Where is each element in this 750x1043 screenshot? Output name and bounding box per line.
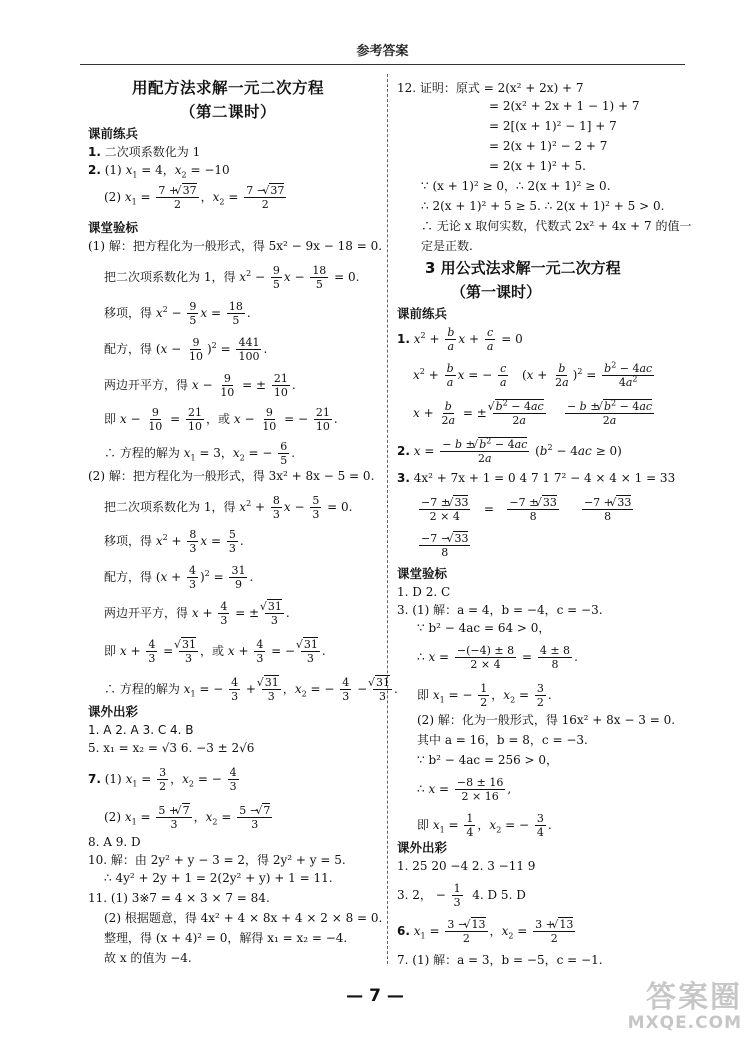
- p2-solution: ∴ 方程的解为 $x_1$ = − $\frac{4}{3}$ + √ $\frac{31}{3}$ ，$x_2$ = − $\frac{4}{3}$ − √ $\frac{31}{3}$ .: [104, 676, 398, 703]
- answer-1: 1. 二次项系数化为 1: [88, 145, 201, 159]
- heading-pre-practice-2: 课前练兵: [397, 306, 448, 321]
- extra-answer-6: 6. $x_1$ = $\frac{3 - √ 13}{2}$ ，$x_2$ = $\frac{3 + √ 13}{2}$: [397, 918, 577, 945]
- answer-12-line9: 定是正数.: [421, 239, 473, 253]
- answer-12-line3: = 2[(x + 1)² − 1] + 7: [489, 119, 617, 133]
- p2-intro: (2) 解：把方程化为一般形式，得 3x² + 8x − 5 = 0.: [88, 469, 375, 483]
- p2-normalize: 把二次项系数化为 1，得 $x^2$ + $\frac{8}{3}$ x − $\frac{5}{3}$ = 0.: [104, 494, 353, 521]
- answer-7-2: (2) $x_1$ = $\frac{5 + √ 7}{3}$ ，$x_2$ = $\frac{5 - √ 7}{3}$: [104, 804, 274, 831]
- extra-answers-3-5: 3. 2， − $\frac{1}{3}$ 4. D 5. D: [397, 882, 526, 909]
- watermark-logo: [622, 980, 742, 1037]
- answer-7-1: 7. (1) $x_1$ = $\frac{3}{2}$ ，$x_2$ = − $\frac{4}{3}$: [88, 766, 237, 793]
- p2-move: 移项，得 $x^2$ + $\frac{8}{3}$ x = $\frac{5}{3}$ .: [104, 528, 244, 555]
- p1-sqrt: 两边开平方，得 x − $\frac{9}{10}$ = ± $\frac{21}{10}$ .: [104, 372, 296, 399]
- p1-solution: ∴ 方程的解为 $x_1 = 3$，$x_2$ = − $\frac{6}{5}$ .: [104, 440, 296, 467]
- p1-complete-square: 配方，得 (x − $\frac{9}{10}$ )$^2$ = $\frac{441}{100}$ .: [104, 336, 268, 363]
- formula-1c: x + $\frac{b}{2a}$ = ± √ $\frac{b^2 - 4ac}{2a}$ $\frac{- b \pm √ b^2 - 4ac}{2a}$: [413, 400, 656, 427]
- b3-part2-formula: ∴ x = $\frac{-8 \pm 16}{2 \times 16}$ ,: [417, 776, 512, 803]
- p2-complete-square: 配方，得 (x + $\frac{4}{3}$ )$^2$ = $\frac{31}{9}$ .: [104, 564, 254, 591]
- answer-3-values: 3. 4x² + 7x + 1 = 0 4 7 1 7² − 4 × 4 × 1 = 33: [397, 471, 676, 485]
- p2-split: 即 x + $\frac{4}{3}$ = √ $\frac{31}{3}$ ，或 x + $\frac{4}{3}$ = − √ $\frac{31}{3}$ .: [104, 638, 326, 665]
- b3-part2-discriminant: ∵ b² − 4ac = 256 > 0，: [417, 753, 559, 767]
- section-subtitle: （第二课时）: [180, 103, 277, 121]
- b3-discriminant: ∵ b² − 4ac = 64 > 0，: [417, 621, 551, 635]
- answer-10-a: 10. 解：由 2y² + y − 3 = 2，得 2y² + y = 5.: [88, 853, 346, 867]
- watermark-line2: MXQE.COM: [627, 1013, 742, 1033]
- b3-roots: 即 $x_1$ = − $\frac{1}{2}$ ，$x_2$ = $\frac{3}{2}$ .: [417, 682, 552, 709]
- watermark-line1: 答案圈: [646, 980, 742, 1015]
- answer-12-line8: ∴ 无论 x 取何实数，代数式 2x² + 4x + 7 的值一: [421, 219, 692, 233]
- heading-pre-practice: 课前练兵: [88, 126, 139, 141]
- answer-12-line6: ∵ (x + 1)² ≥ 0，∴ 2(x + 1)² ≥ 0.: [421, 179, 611, 193]
- answer-3-root2: $\frac{-7 - √ 33}{8}$: [417, 532, 472, 559]
- answer-12-line4: = 2(x + 1)² − 2 + 7: [489, 139, 608, 153]
- formula-1b: $x^2$ + $\frac{b}{a}$ x = − $\frac{c}{a}$ (x + $\frac{b}{2a}$ )$^2$ = $\frac{b^2 - 4ac}{4a^2}$: [413, 360, 653, 389]
- answers-1-4: 1. A 2. A 3. C 4. B: [88, 723, 194, 737]
- section-title: 用配方法求解一元二次方程: [132, 79, 325, 97]
- heading-classroom-check-2: 课堂验标: [397, 566, 448, 581]
- answer-12-line1: 12. 证明：原式 = 2(x² + 2x) + 7: [397, 81, 584, 95]
- answer-12-line7: ∴ 2(x + 1)² + 5 ≥ 5. ∴ 2(x + 1)² + 5 > 0.: [421, 199, 665, 213]
- page-number: — 7 —: [346, 986, 404, 1006]
- p2-sqrt: 两边开平方，得 x + $\frac{4}{3}$ = ± √ $\frac{31}{3}$ .: [104, 600, 290, 627]
- answer-11-b: (2) 根据题意，得 4x² + 4 × 8x + 4 × 2 × 8 = 0.: [104, 911, 383, 925]
- section-subtitle-2: （第一课时）: [451, 283, 542, 301]
- header-rule: [80, 64, 685, 65]
- answers-5-6: 5. x₁ = x₂ = √3 6. −3 ± 2√6: [88, 741, 255, 755]
- p1-split: 即 x − $\frac{9}{10}$ = $\frac{21}{10}$ ，或 x − $\frac{9}{10}$ = − $\frac{21}{10}$ .: [104, 406, 338, 433]
- b3-formula: ∴ x = $\frac{-(-4) \pm 8}{2 \times 4}$ = $\frac{4 \pm 8}{8}$ .: [417, 644, 578, 671]
- b3-coefficients: 3. (1) 解：a = 4，b = −4，c = −3.: [397, 603, 603, 617]
- answer-10-b: ∴ 4y² + 2y + 1 = 2(2y² + y) + 1 = 11.: [104, 871, 333, 885]
- running-header: 参考答案: [356, 44, 409, 59]
- formula-2: 2. x = $\frac{- b \pm √ b^2 - 4ac}{2a}$ $(b^2 - 4ac \ge 0)$: [397, 438, 622, 465]
- p1-move: 移项，得 $x^2$ − $\frac{9}{5}$ x = $\frac{18}{5}$ .: [104, 300, 251, 327]
- section-title-2: 3 用公式法求解一元二次方程: [425, 259, 621, 277]
- b3-part2-coefficients: 其中 a = 16，b = 8，c = −3.: [417, 733, 588, 747]
- heading-extra-practice-2: 课外出彩: [397, 840, 448, 855]
- answer-12-line5: = 2(x + 1)² + 5.: [489, 159, 586, 173]
- b3-part2-roots: 即 $x_1$ = $\frac{1}{4}$ ，$x_2$ = − $\frac{3}{4}$ .: [417, 812, 552, 839]
- b3-part2-intro: (2) 解：化为一般形式，得 16x² + 8x − 3 = 0.: [417, 713, 676, 727]
- heading-extra-practice: 课外出彩: [88, 704, 139, 719]
- answer-2-2: (2) $x_1$ = $\frac{7 + √ 37}{2}$ ，$x_2$ = $\frac{7 - √ 37}{2}$: [104, 184, 288, 211]
- answer-11-d: 故 x 的值为 −4.: [104, 951, 192, 965]
- formula-1a: 1. $x^2$ + $\frac{b}{a}$ x + $\frac{c}{a}$ = 0: [397, 326, 523, 353]
- answer-11-c: 整理，得 (x + 4)² = 0，解得 x₁ = x₂ = −4.: [104, 931, 348, 945]
- answer-12-line2: = 2(x² + 2x + 1 − 1) + 7: [489, 99, 640, 113]
- p1-normalize: 把二次项系数化为 1，得 $x^2$ − $\frac{9}{5}$ x − $\frac{18}{5}$ = 0.: [104, 264, 360, 291]
- extra-answers-1-2: 1. 25 20 −4 2. 3 −11 9: [397, 859, 536, 873]
- heading-classroom-check: 课堂验标: [88, 220, 139, 235]
- p1-intro: (1) 解：把方程化为一般形式，得 5x² − 9x − 18 = 0.: [88, 239, 383, 253]
- column-divider: [387, 74, 388, 964]
- extra-answer-7: 7. (1) 解：a = 3，b = −5，c = −1.: [397, 953, 603, 967]
- answer-11-a: 11. (1) 3※7 = 4 × 3 × 7 = 84.: [88, 891, 270, 905]
- answer-3-fractions: $\frac{-7 \pm √ 33}{2 \times 4}$ = $\frac{-7 \pm √ 33}{8}$ $\frac{-7 + √ 33}{8}$: [417, 496, 635, 523]
- answers-8-9: 8. A 9. D: [88, 835, 141, 849]
- answer-2-1: 2. (1) $x_1 = 4$，$x_2 = -10$: [88, 163, 230, 180]
- answers-1-2: 1. D 2. C: [397, 585, 451, 599]
